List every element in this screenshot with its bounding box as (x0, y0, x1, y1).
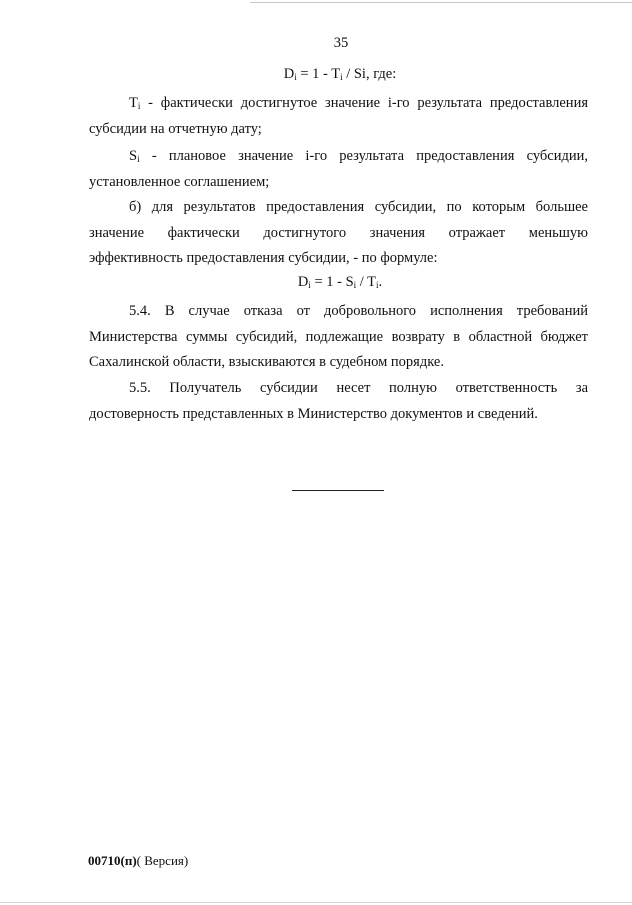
paragraph-b (89, 195, 588, 272)
document-footer (88, 853, 188, 869)
paragraph-line: $S_i$ - плановое значение i-го результата предоставления субсидии, (129, 148, 588, 164)
paragraph-line: субсидии на отчетную дату; (89, 120, 262, 137)
paragraph-line: значение фактически достигнутого значения отражает меньшую (89, 224, 588, 241)
paragraph-s-definition (89, 144, 588, 195)
paragraph-line: установленное соглашением; (89, 173, 270, 190)
formula-di-second: $D_i = 1 - S_i / T_i$. (297, 274, 383, 290)
scan-edge-bottom (0, 902, 632, 903)
paragraph-line: б) для результатов предоставления субсидии, по которым большее (129, 199, 588, 215)
paragraph-5-4 (89, 299, 588, 376)
paragraph-line: 5.4. В случае отказа от добровольного исполнения требований (129, 303, 588, 319)
paragraph-5-5 (89, 376, 588, 427)
paragraph-line: $T_i$ - фактически достигнутое значение i-го результата предоставления (129, 95, 588, 111)
closing-rule (292, 490, 384, 491)
document-code: 00710(п) (88, 853, 137, 868)
paragraph-line: Министерства суммы субсидий, подлежащие возврату в областной бюджет (89, 328, 588, 345)
paragraph-line: достоверность представленных в Министерство документов и сведений. (89, 405, 538, 422)
paragraph-line: Сахалинской области, взыскиваются в судебном порядке. (89, 354, 444, 370)
formula-di-first: $D_i = 1 - T_i / Si$, где: (283, 66, 397, 82)
page-number: 35 (333, 35, 349, 51)
paragraph-line: 5.5. Получатель субсидии несет полную ответственность за (129, 380, 588, 396)
paragraph-t-definition (89, 91, 588, 142)
scan-edge-top (250, 2, 632, 3)
document-version: ( Версия) (136, 853, 189, 868)
paragraph-line: эффективность предоставления субсидии, - по формуле: (89, 250, 438, 266)
